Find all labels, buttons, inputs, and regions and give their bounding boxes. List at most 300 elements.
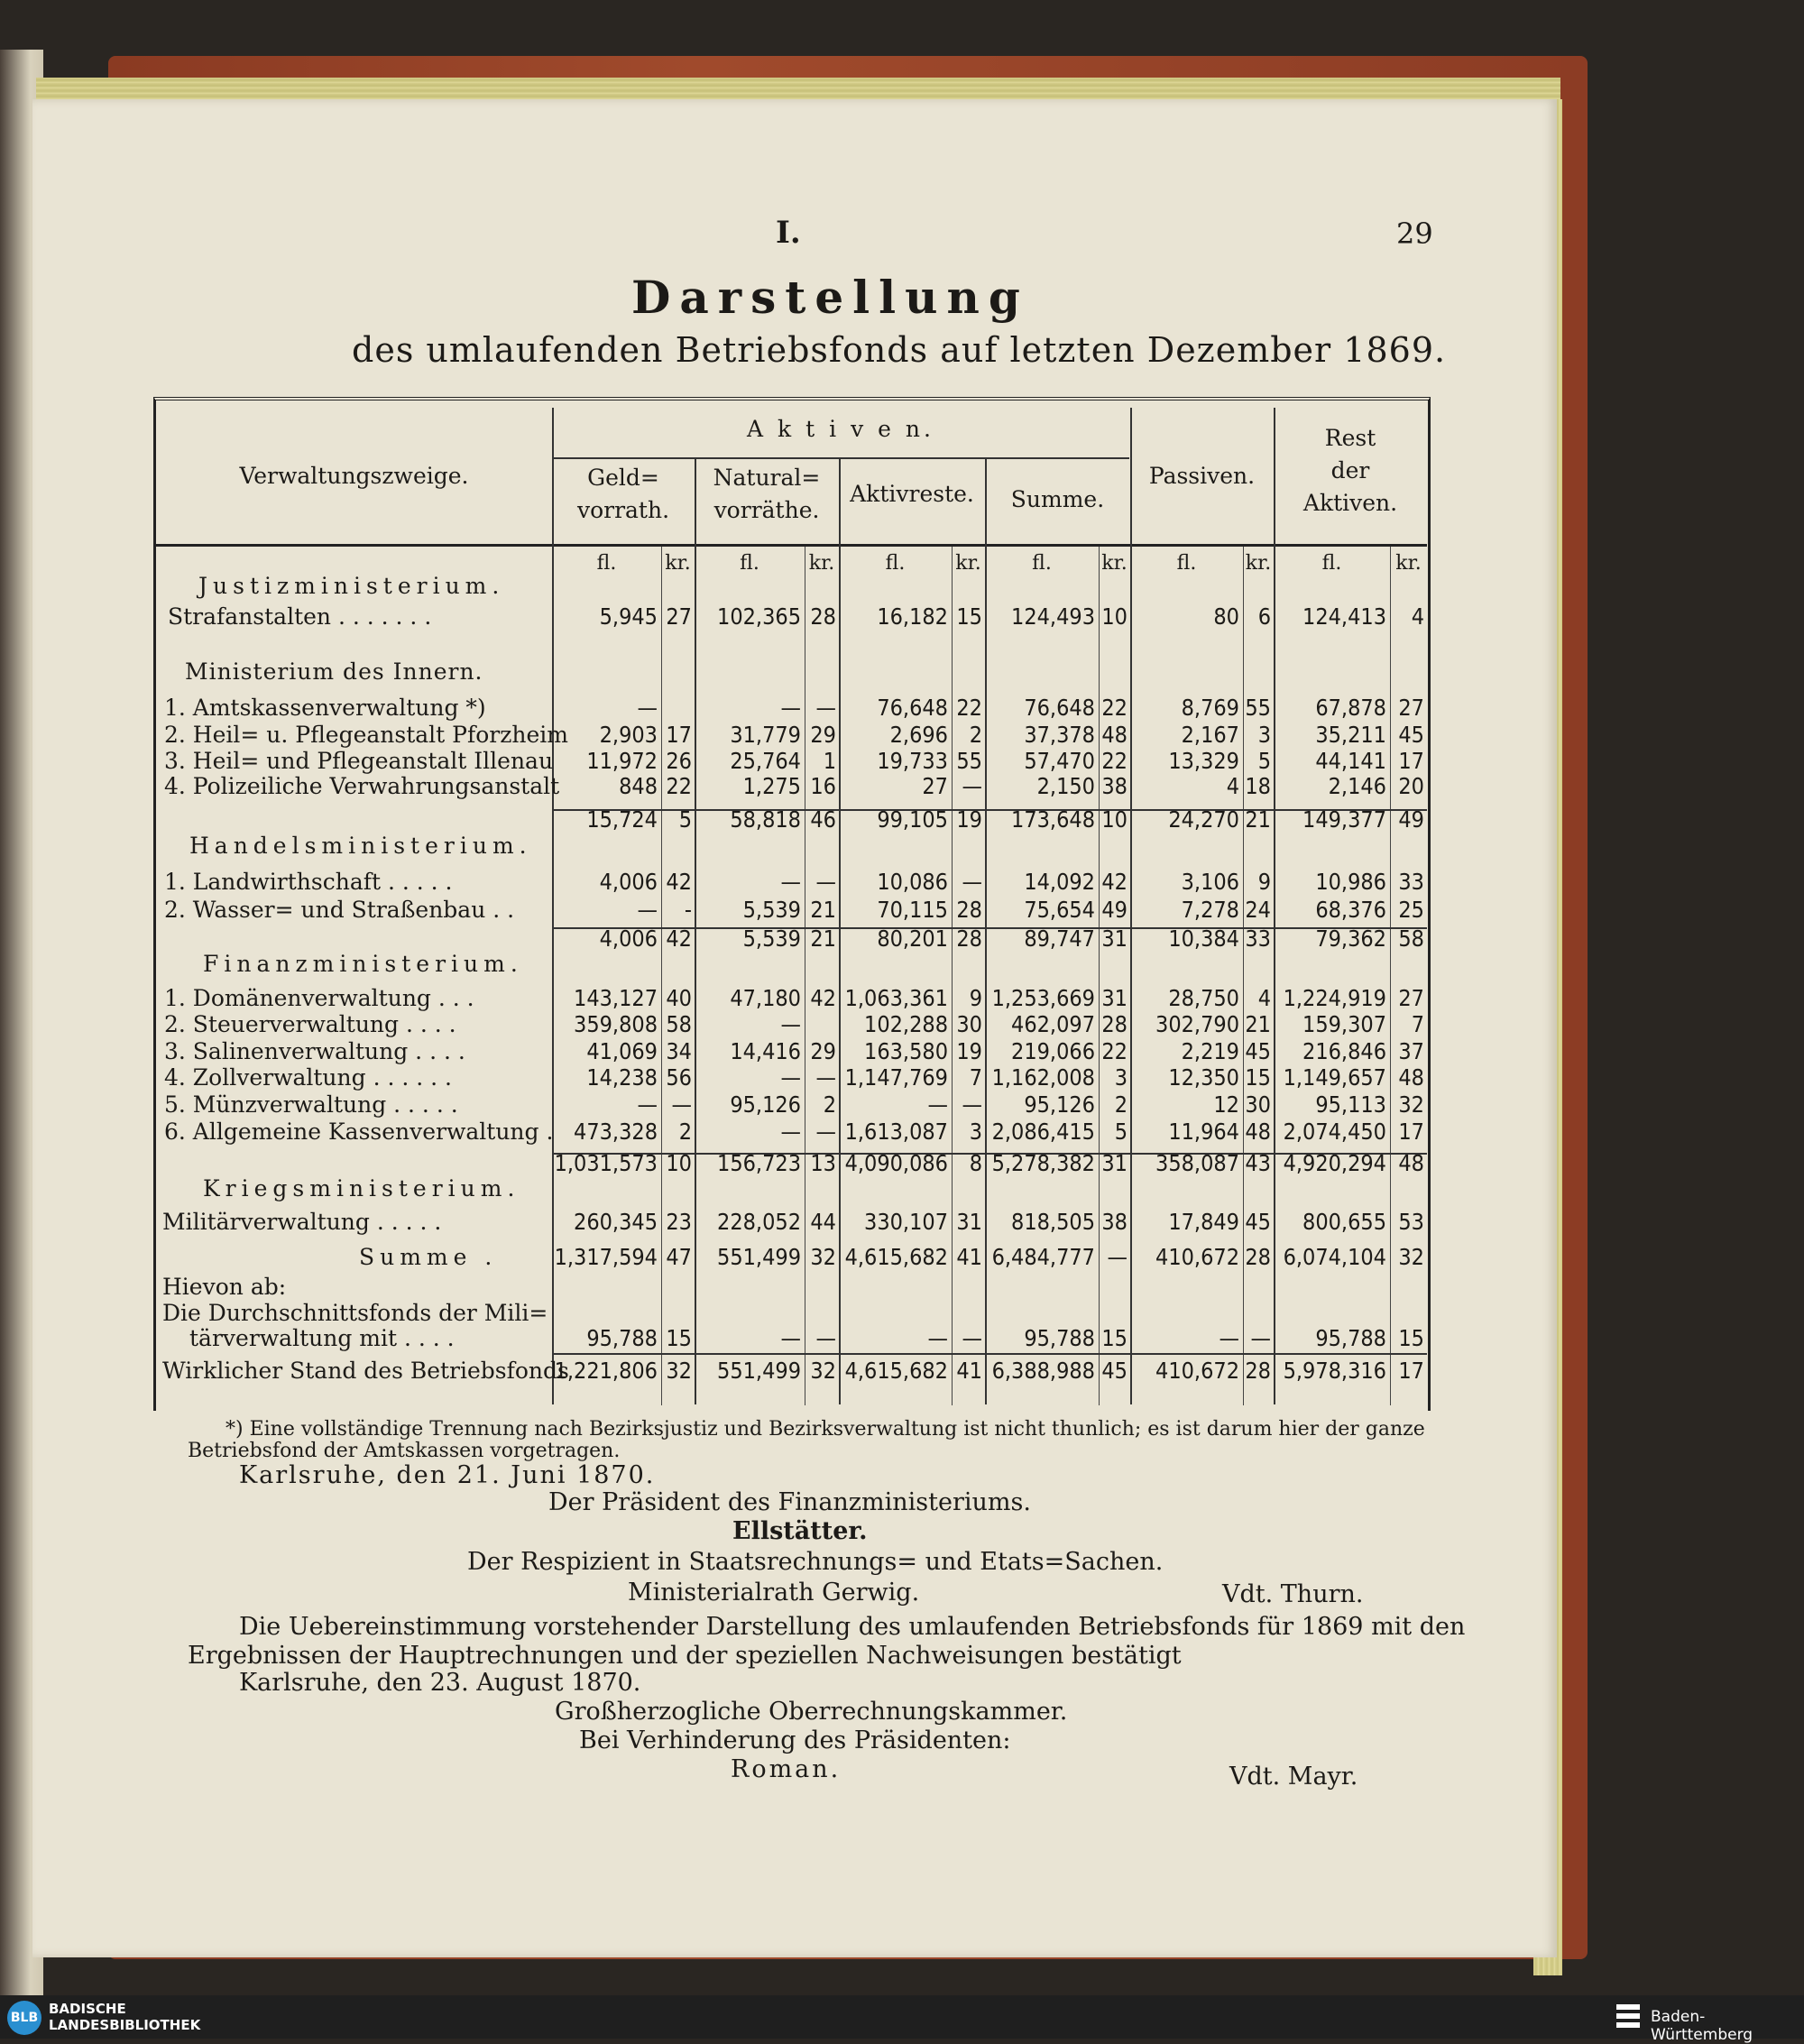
cell-fl: 1,253,669 [991, 985, 1095, 1011]
cell-kr: 5 [1257, 748, 1271, 774]
cell-fl: 95,788 [1024, 1325, 1095, 1351]
cell-fl: 57,470 [1024, 748, 1095, 774]
cell-kr: 38 [1101, 773, 1128, 799]
cell-kr: 32 [810, 1244, 836, 1270]
cell-fl: 5,539 [742, 925, 801, 952]
cell-fl: 551,499 [717, 1358, 801, 1384]
cell-kr: 27 [1398, 695, 1424, 721]
cell-fl: 19,733 [877, 748, 948, 774]
cell-kr: 1 [823, 748, 836, 774]
cell-kr: 58 [1398, 925, 1424, 952]
cell-fl: 551,499 [717, 1244, 801, 1270]
cell-kr: — [815, 1325, 836, 1351]
cell-fl: 410,672 [1155, 1244, 1239, 1270]
cell-kr: 16 [810, 773, 836, 799]
cell-kr: 42 [1101, 869, 1128, 895]
cell-kr: 55 [1245, 695, 1271, 721]
cell-fl: 2,086,415 [991, 1119, 1095, 1145]
cell-fl: 159,307 [1302, 1011, 1386, 1037]
cell-fl: 75,654 [1024, 897, 1095, 923]
footnote-line1: *) Eine vollständige Trennung nach Bezirksjustiz und Bezirksverwaltung ist nicht thunlich; es ist darum hier der ganze [226, 1418, 1425, 1441]
blb-name-line2: LANDESBIBLIOTHEK [49, 2017, 201, 2033]
cell-kr: 21 [810, 925, 836, 952]
cell-kr: 37 [1398, 1038, 1424, 1064]
cell-kr: 26 [666, 748, 692, 774]
row-label: 2. Steuerverwaltung . . . . [164, 1011, 456, 1037]
cell-kr: 28 [956, 925, 982, 952]
place-date-2: Karlsruhe, den 23. August 1870. [239, 1669, 641, 1697]
row-label: 2. Heil= u. Pflegeanstalt Pforzheim [164, 722, 568, 748]
cell-kr: 22 [666, 773, 692, 799]
cell-kr: 28 [1245, 1244, 1271, 1270]
cell-kr: 48 [1101, 722, 1128, 748]
col-header-summe: Summe. [1010, 486, 1105, 512]
cell-fl: 10,086 [877, 869, 948, 895]
cell-kr: 30 [956, 1011, 982, 1037]
cell-fl: — [637, 695, 658, 721]
cell-fl: 2,167 [1181, 722, 1239, 748]
unit-fl: fl. [885, 552, 906, 575]
cell-kr: 44 [810, 1209, 836, 1235]
row-label: tärverwaltung mit . . . . [189, 1325, 455, 1351]
cell-fl: 12 [1213, 1091, 1239, 1118]
cell-fl: 25,764 [730, 748, 801, 774]
cell-kr: 48 [1398, 1150, 1424, 1176]
cell-fl: 462,097 [1011, 1011, 1095, 1037]
cell-fl: 4,006 [599, 925, 658, 952]
cell-fl: 6,484,777 [991, 1244, 1095, 1270]
cell-kr: 13 [810, 1150, 836, 1176]
cell-kr: 38 [1101, 1209, 1128, 1235]
cell-kr: 15 [666, 1325, 692, 1351]
page-title: Darstellung [631, 271, 1029, 324]
signatory-roman: Roman. [731, 1755, 842, 1783]
cell-fl: 17,849 [1168, 1209, 1239, 1235]
cell-kr: 42 [810, 985, 836, 1011]
cell-kr: 23 [666, 1209, 692, 1235]
page-number: 29 [1396, 216, 1433, 251]
cell-fl: 95,788 [586, 1325, 658, 1351]
cell-fl: 848 [619, 773, 658, 799]
cell-fl: 28,750 [1168, 985, 1239, 1011]
cell-fl: 4,615,682 [844, 1244, 948, 1270]
cell-kr: 22 [1101, 748, 1128, 774]
cell-kr: 46 [810, 806, 836, 833]
row-label: Die Durchschnittsfonds der Mili= [162, 1300, 548, 1326]
cell-fl: 79,362 [1315, 925, 1386, 952]
cell-kr: 4 [1257, 985, 1271, 1011]
cell-kr: — [815, 1119, 836, 1145]
cell-kr: 53 [1398, 1209, 1424, 1235]
subtotal-rule [552, 809, 1427, 811]
row-label: Militärverwaltung . . . . . [162, 1209, 442, 1235]
vdt-mayr: Vdt. Mayr. [1229, 1763, 1358, 1791]
cell-fl: 24,270 [1168, 806, 1239, 833]
cell-fl: 12,350 [1168, 1064, 1239, 1091]
cell-fl: — [927, 1325, 948, 1351]
cell-fl: 4,090,086 [844, 1150, 948, 1176]
cell-kr: 17 [1398, 1119, 1424, 1145]
cell-fl: 1,147,769 [844, 1064, 948, 1091]
cell-fl: — [780, 869, 801, 895]
cell-kr: 22 [1101, 1038, 1128, 1064]
cell-kr: 28 [1245, 1358, 1271, 1384]
cell-kr: 2 [1114, 1091, 1128, 1118]
cell-kr: — [671, 1091, 692, 1118]
cell-fl: 5,278,382 [991, 1150, 1095, 1176]
cell-fl: 219,066 [1011, 1038, 1095, 1064]
cell-fl: 163,580 [864, 1038, 948, 1064]
cell-fl: 102,365 [717, 603, 801, 630]
cell-kr: 27 [666, 603, 692, 630]
cell-kr: 27 [1398, 985, 1424, 1011]
cell-kr: 15 [1245, 1064, 1271, 1091]
cell-kr: 21 [1245, 806, 1271, 833]
row-label: 4. Polizeiliche Verwahrungsanstalt [164, 773, 560, 799]
cell-fl: 5,978,316 [1283, 1358, 1386, 1384]
cell-fl: — [927, 1091, 948, 1118]
row-label: 5. Münzverwaltung . . . . . [164, 1091, 458, 1118]
cell-fl: 76,648 [877, 695, 948, 721]
bw-name[interactable]: Baden-Württemberg [1651, 2008, 1753, 2044]
cell-fl: 11,964 [1168, 1119, 1239, 1145]
cell-kr: 3 [1114, 1064, 1128, 1091]
cell-fl: 58,818 [730, 806, 801, 833]
cell-kr: 9 [969, 985, 982, 1011]
blb-name[interactable] [49, 2001, 200, 2033]
cell-kr: 10 [666, 1150, 692, 1176]
col-header-aktiven: A k t i v e n. [747, 416, 934, 442]
cell-kr: 22 [1101, 695, 1128, 721]
cell-fl: 11,972 [586, 748, 658, 774]
cell-kr: 32 [1398, 1244, 1424, 1270]
unit-fl: fl. [740, 552, 759, 575]
cell-kr: — [815, 695, 836, 721]
cell-fl: 410,672 [1155, 1358, 1239, 1384]
cell-fl: 473,328 [574, 1119, 658, 1145]
subtotal-rule [552, 1153, 1427, 1155]
cell-fl: 27 [922, 773, 948, 799]
chamber-title: Großherzogliche Oberrechnungskammer. [555, 1698, 1068, 1726]
cell-fl: 14,416 [730, 1038, 801, 1064]
cell-fl: 1,275 [742, 773, 801, 799]
cell-fl: 70,115 [877, 897, 948, 923]
row-label: Strafanstalten . . . . . . . [168, 603, 432, 630]
row-label: 6. Allgemeine Kassenverwaltung . [164, 1119, 554, 1145]
cell-kr: 45 [1101, 1358, 1128, 1384]
group-finanz: Finanzministerium. [203, 951, 523, 977]
col-header-branch: Verwaltungszweige. [239, 463, 469, 489]
cell-fl: 16,182 [877, 603, 948, 630]
cell-fl: 14,238 [586, 1064, 658, 1091]
aktiven-rule [552, 457, 1129, 459]
cell-fl: 89,747 [1024, 925, 1095, 952]
cell-kr: 56 [666, 1064, 692, 1091]
cell-kr: — [815, 869, 836, 895]
row-label: 1. Amtskassenverwaltung *) [164, 695, 486, 721]
vdt-thurn: Vdt. Thurn. [1222, 1580, 1364, 1608]
cell-kr: 22 [956, 695, 982, 721]
cell-fl: 14,092 [1024, 869, 1095, 895]
cell-fl: 4,920,294 [1283, 1150, 1386, 1176]
col-header-rest: Rest der Aktiven. [1302, 425, 1398, 516]
cell-kr: 32 [1398, 1091, 1424, 1118]
cell-fl: 124,413 [1302, 603, 1386, 630]
row-label: Hievon ab: [162, 1274, 287, 1300]
footnote-line2: Betriebsfond der Amtskassen vorgetragen. [188, 1440, 621, 1462]
kr-line [1099, 547, 1100, 1405]
cell-kr: 48 [1245, 1119, 1271, 1145]
group-handel: Handelsministerium. [189, 833, 532, 859]
row-label: Summe . [359, 1244, 498, 1270]
kr-line [1243, 547, 1244, 1405]
group-innern: Ministerium des Innern. [185, 658, 483, 685]
cell-kr: 2 [969, 722, 982, 748]
row-label: 1. Domänenverwaltung . . . [164, 985, 474, 1011]
cell-fl: — [780, 1011, 801, 1037]
cell-kr: 55 [956, 748, 982, 774]
cell-kr: 21 [1245, 1011, 1271, 1037]
cell-kr: 2 [823, 1091, 836, 1118]
cell-kr: 42 [666, 925, 692, 952]
cell-fl: 149,377 [1302, 806, 1386, 833]
cell-kr: 31 [956, 1209, 982, 1235]
cell-kr: 41 [956, 1244, 982, 1270]
confirmation-line1: Die Uebereinstimmung vorstehender Darstellung des umlaufenden Betriebsfonds für 1869 mit den [239, 1613, 1466, 1641]
cell-fl: 31,779 [730, 722, 801, 748]
unit-fl: fl. [1176, 552, 1197, 575]
cell-kr: 42 [666, 869, 692, 895]
cell-kr: 17 [1398, 748, 1424, 774]
cell-kr: 25 [1398, 897, 1424, 923]
cell-fl: 99,105 [877, 806, 948, 833]
cell-kr: 17 [666, 722, 692, 748]
cell-fl: 359,808 [574, 1011, 658, 1037]
cell-fl: 143,127 [574, 985, 658, 1011]
cell-kr: — [962, 1325, 982, 1351]
cell-fl: 1,221,806 [554, 1358, 658, 1384]
cell-fl: 10,384 [1168, 925, 1239, 952]
cell-fl: 1,162,008 [991, 1064, 1095, 1091]
cell-kr: 15 [1101, 1325, 1128, 1351]
cell-fl: 5,945 [599, 603, 658, 630]
row-label: 4. Zollverwaltung . . . . . . [164, 1064, 452, 1091]
cell-kr: 3 [1257, 722, 1271, 748]
col-header-passiven: Passiven. [1148, 463, 1256, 489]
cell-fl: 228,052 [717, 1209, 801, 1235]
cell-kr: — [1250, 1325, 1271, 1351]
cell-fl: 95,126 [730, 1091, 801, 1118]
cell-kr: 20 [1398, 773, 1424, 799]
cell-fl: 95,126 [1024, 1091, 1095, 1118]
signatory-ellstaetter: Ellstätter. [732, 1517, 868, 1545]
unit-kr: kr. [665, 552, 691, 575]
cell-kr: 6 [1257, 603, 1271, 630]
cell-fl: 13,329 [1168, 748, 1239, 774]
cell-kr: 9 [1257, 869, 1271, 895]
cell-fl: 41,069 [586, 1038, 658, 1064]
total-rule [552, 1353, 1427, 1355]
cell-fl: 6,388,988 [991, 1358, 1095, 1384]
cell-fl: 6,074,104 [1283, 1244, 1386, 1270]
cell-kr: 31 [1101, 925, 1128, 952]
cell-fl: 15,724 [586, 806, 658, 833]
cell-fl: 260,345 [574, 1209, 658, 1235]
cell-fl: 818,505 [1011, 1209, 1095, 1235]
cell-kr: 29 [810, 722, 836, 748]
row-label: 1. Landwirthschaft . . . . . [164, 869, 453, 895]
cell-kr: — [962, 1091, 982, 1118]
cell-kr: 17 [1398, 1358, 1424, 1384]
cell-fl: 1,613,087 [844, 1119, 948, 1145]
cell-fl: 124,493 [1011, 603, 1095, 630]
col-header-natural: Natural= vorräthe. [713, 465, 821, 523]
bw-lion-icon [1615, 2003, 1642, 2031]
subtotal-rule [552, 927, 1427, 929]
cell-kr: 32 [666, 1358, 692, 1384]
cell-kr: 8 [969, 1150, 982, 1176]
cell-fl: 1,224,919 [1283, 985, 1386, 1011]
cell-kr: 45 [1245, 1038, 1271, 1064]
cell-kr: — [815, 1064, 836, 1091]
group-justiz: Justizministerium. [198, 573, 505, 599]
cell-kr: 28 [956, 897, 982, 923]
kr-line [1390, 547, 1391, 1405]
confirmation-line2: Ergebnissen der Hauptrechnungen und der speziellen Nachweisungen bestätigt [188, 1642, 1182, 1670]
cell-kr: 45 [1398, 722, 1424, 748]
cell-kr: 45 [1245, 1209, 1271, 1235]
cell-kr: 41 [956, 1358, 982, 1384]
cell-fl: 1,149,657 [1283, 1064, 1386, 1091]
cell-fl: 76,648 [1024, 695, 1095, 721]
cell-fl: 2,150 [1036, 773, 1095, 799]
cell-fl: 800,655 [1302, 1209, 1386, 1235]
cell-fl: 95,113 [1315, 1091, 1386, 1118]
cell-kr: 34 [666, 1038, 692, 1064]
row-label: 3. Salinenverwaltung . . . . [164, 1038, 465, 1064]
unit-kr: kr. [808, 552, 835, 575]
cell-kr: 10 [1101, 806, 1128, 833]
cell-fl: 2,903 [599, 722, 658, 748]
cell-kr: 3 [969, 1119, 982, 1145]
cell-kr: 7 [1411, 1011, 1424, 1037]
blb-name-line1: BADISCHE [49, 2001, 126, 2017]
unit-fl: fl. [596, 552, 617, 575]
header-rule [155, 544, 1427, 547]
unit-fl: fl. [1032, 552, 1052, 575]
cell-kr: 5 [1114, 1119, 1128, 1145]
cell-kr: 30 [1245, 1091, 1271, 1118]
cell-fl: 5,539 [742, 897, 801, 923]
cell-fl: — [637, 897, 658, 923]
cell-fl: 330,107 [864, 1209, 948, 1235]
cell-fl: 302,790 [1155, 1011, 1239, 1037]
cell-fl: 2,696 [889, 722, 948, 748]
viewer-bar [0, 1995, 1804, 2044]
page-subtitle: des umlaufenden Betriebsfonds auf letzten Dezember 1869. [352, 330, 1447, 370]
cell-kr: 18 [1245, 773, 1271, 799]
cell-fl: 10,986 [1315, 869, 1386, 895]
row-label: Wirklicher Stand des Betriebsfonds [162, 1358, 569, 1384]
cell-fl: 2,074,450 [1283, 1119, 1386, 1145]
cell-fl: — [780, 1325, 801, 1351]
cell-kr: — [1107, 1244, 1128, 1270]
unit-kr: kr. [1395, 552, 1422, 575]
cell-kr: 4 [1411, 603, 1424, 630]
cell-kr: 31 [1101, 985, 1128, 1011]
col-header-aktivreste: Aktivreste. [850, 481, 974, 507]
cell-kr: 29 [810, 1038, 836, 1064]
signatory-gerwig: Ministerialrath Gerwig. [628, 1579, 920, 1607]
col-header-geld: Geld= vorrath. [576, 465, 670, 523]
cell-kr: 15 [1398, 1325, 1424, 1351]
place-date-1: Karlsruhe, den 21. Juni 1870. [239, 1461, 656, 1489]
cell-kr: 24 [1245, 897, 1271, 923]
cell-kr: 21 [810, 897, 836, 923]
cell-kr: 28 [1101, 1011, 1128, 1037]
cell-fl: 67,878 [1315, 695, 1386, 721]
cell-kr: — [962, 773, 982, 799]
group-krieg: Kriegsministerium. [203, 1175, 520, 1202]
cell-fl: — [780, 1064, 801, 1091]
section-number: I. [776, 215, 801, 251]
cell-fl: 80 [1213, 603, 1239, 630]
cell-fl: 102,288 [864, 1011, 948, 1037]
cell-fl: 358,087 [1155, 1150, 1239, 1176]
cell-kr: 5 [678, 806, 692, 833]
cell-fl: — [780, 695, 801, 721]
cell-kr: 47 [666, 1244, 692, 1270]
cell-kr: 43 [1245, 1150, 1271, 1176]
cell-fl: 216,846 [1302, 1038, 1386, 1064]
unit-fl: fl. [1321, 552, 1342, 575]
cell-kr: 19 [956, 1038, 982, 1064]
cell-kr: 49 [1101, 897, 1128, 923]
cell-kr: — [962, 869, 982, 895]
cell-kr: 48 [1398, 1064, 1424, 1091]
cell-fl: — [1219, 1325, 1239, 1351]
cell-fl: 2,219 [1181, 1038, 1239, 1064]
cell-kr: - [684, 897, 692, 923]
cell-fl: 8,769 [1181, 695, 1239, 721]
cell-kr: 49 [1398, 806, 1424, 833]
cell-kr: 28 [810, 603, 836, 630]
unit-kr: kr. [1245, 552, 1272, 575]
unit-kr: kr. [1101, 552, 1128, 575]
cell-fl: 4 [1226, 773, 1239, 799]
cell-fl: 1,031,573 [554, 1150, 658, 1176]
cell-kr: 33 [1398, 869, 1424, 895]
cell-fl: 2,146 [1328, 773, 1386, 799]
cell-fl: 173,648 [1011, 806, 1095, 833]
cell-fl: 1,063,361 [844, 985, 948, 1011]
unit-kr: kr. [955, 552, 981, 575]
cell-fl: 95,788 [1315, 1325, 1386, 1351]
cell-fl: 3,106 [1181, 869, 1239, 895]
cell-kr: 7 [969, 1064, 982, 1091]
cell-kr: 40 [666, 985, 692, 1011]
cell-kr: 32 [810, 1358, 836, 1384]
blb-logo-icon[interactable]: BLB [7, 2001, 41, 2035]
cell-kr: 31 [1101, 1150, 1128, 1176]
absence-note: Bei Verhinderung des Präsidenten: [579, 1726, 1011, 1754]
cell-fl: 80,201 [877, 925, 948, 952]
cell-fl: 68,376 [1315, 897, 1386, 923]
cell-kr: 58 [666, 1011, 692, 1037]
cell-kr: 33 [1245, 925, 1271, 952]
kr-line [661, 547, 662, 1405]
respizient-title: Der Respizient in Staatsrechnungs= und Etats=Sachen. [467, 1548, 1164, 1576]
